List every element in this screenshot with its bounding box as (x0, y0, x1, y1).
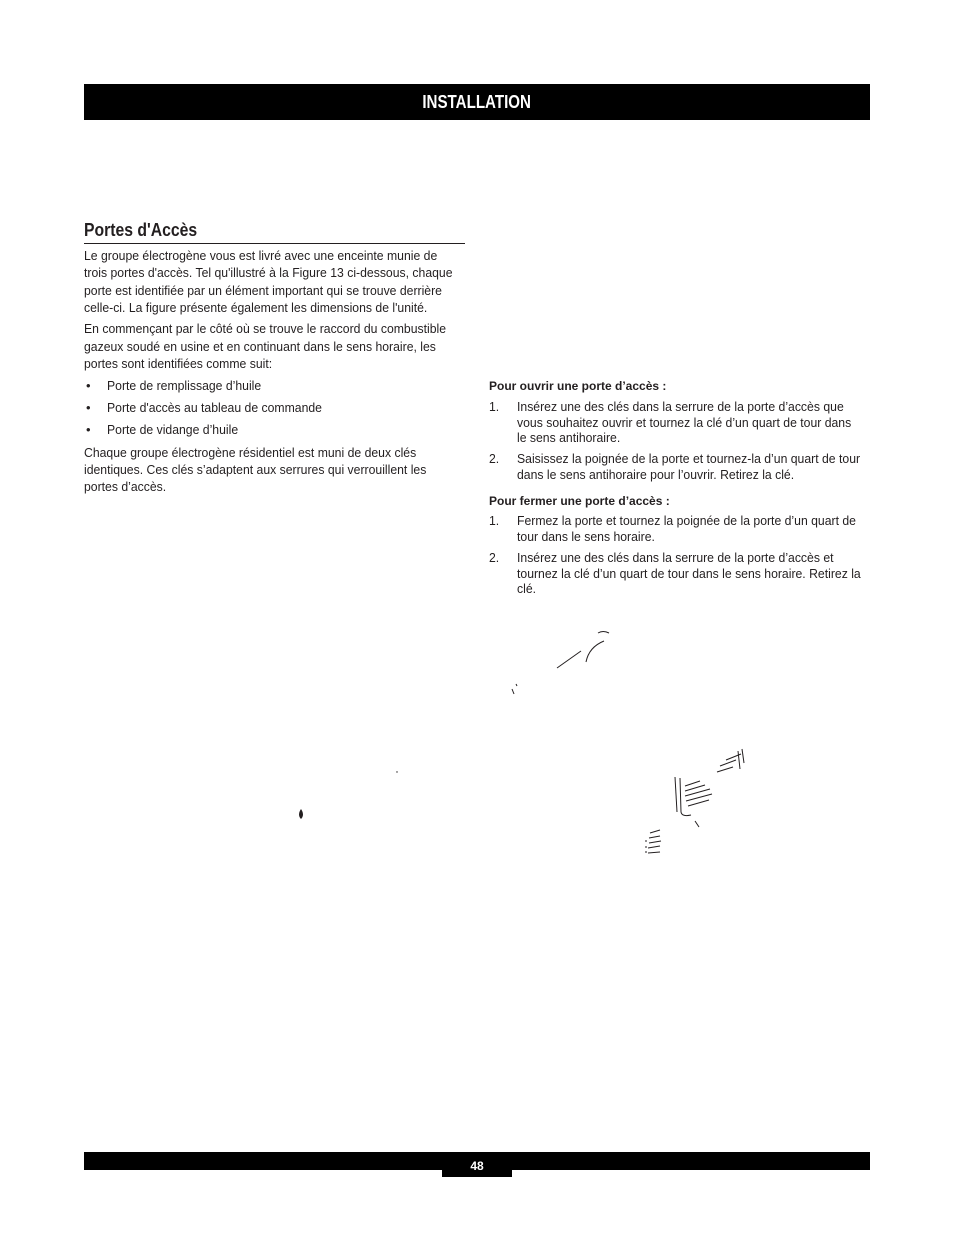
section-header-bar (84, 84, 870, 120)
list-item (107, 377, 465, 394)
close-door-heading-block (489, 493, 870, 509)
order-paragraph (84, 320, 465, 373)
paragraph-line: portes sont identifiées comme suit: (84, 356, 273, 372)
open-door-heading: Pour ouvrir une porte d’accès : (489, 379, 667, 393)
close-door-heading: Pour fermer une porte d’accès : (489, 494, 670, 508)
step-number: 1. (489, 399, 500, 414)
paragraph-line: identiques. Ces clés s’adaptent aux serrures qui verrouillent les (84, 461, 427, 477)
step-line: vous souhaitez ouvrir et tournez la clé d’un quart de tour dans (517, 414, 852, 430)
paragraph-line: porte est identifiée par un élément important qui se trouve derrière (84, 282, 442, 298)
list-item-text: Porte de remplissage d’huile (107, 378, 262, 393)
bullet-marker: • (86, 400, 91, 415)
open-door-heading-block (489, 378, 870, 394)
page-number-tab (442, 1152, 512, 1177)
intro-paragraph (84, 247, 465, 316)
paragraph-line: Chaque groupe électrogène résidentiel est muni de deux clés (84, 444, 417, 460)
paragraph-line: gazeux soudé en usine et en continuant dans le sens horaire, les (84, 338, 436, 354)
bullet-marker: • (86, 422, 91, 437)
close-step-1 (517, 513, 870, 544)
paragraph-line: trois portes d'accès. Tel qu'illustré à la Figure 13 ci-dessous, chaque (84, 265, 453, 281)
figure-fragment-bottom-right (646, 749, 744, 853)
figure-fragment-top (512, 632, 609, 695)
step-line: clé. (517, 581, 537, 597)
bullet-marker: • (86, 378, 91, 393)
step-line: tour dans le sens horaire. (517, 528, 655, 544)
section-header-title: INSTALLATION (422, 92, 532, 112)
title-divider (84, 243, 465, 244)
close-step-2 (517, 550, 870, 597)
paragraph-line: En commençant par le côté où se trouve le raccord du combustible (84, 321, 447, 336)
list-item (107, 399, 465, 416)
page-number: 48 (470, 1159, 484, 1173)
open-step-1 (517, 399, 870, 446)
list-item-text: Porte de vidange d’huile (107, 422, 239, 437)
step-line: dans le sens antihoraire pour l’ouvrir. Retirez la clé. (517, 466, 795, 482)
paragraph-line: portes d’accès. (84, 478, 167, 494)
step-line: tournez la clé d’un quart de tour dans le sens horaire. Retirez la (517, 565, 861, 581)
step-number: 2. (489, 550, 500, 565)
list-item-text: Porte d'accès au tableau de commande (107, 400, 322, 415)
paragraph-line: Le groupe électrogène vous est livré avec une enceinte munie de (84, 248, 438, 263)
list-item (107, 421, 465, 438)
step-line: le sens antihoraire. (517, 430, 621, 446)
step-number: 1. (489, 513, 500, 528)
step-line: Insérez une des clés dans la serrure de la porte d’accès que (517, 399, 844, 414)
paragraph-line: celle-ci. La figure présente également les dimensions de l'unité. (84, 299, 428, 315)
keys-paragraph (84, 444, 465, 495)
step-line: Fermez la porte et tournez la poignée de la porte d’un quart de (517, 513, 856, 528)
open-step-2 (517, 451, 870, 482)
step-line: Insérez une des clés dans la serrure de la porte d’accès et (517, 550, 834, 565)
figure-fragment-left (299, 771, 398, 819)
step-number: 2. (489, 451, 500, 466)
page-title: Portes d'Accès (84, 220, 198, 240)
step-line: Saisissez la poignée de la porte et tournez-la d’un quart de tour (517, 451, 861, 466)
